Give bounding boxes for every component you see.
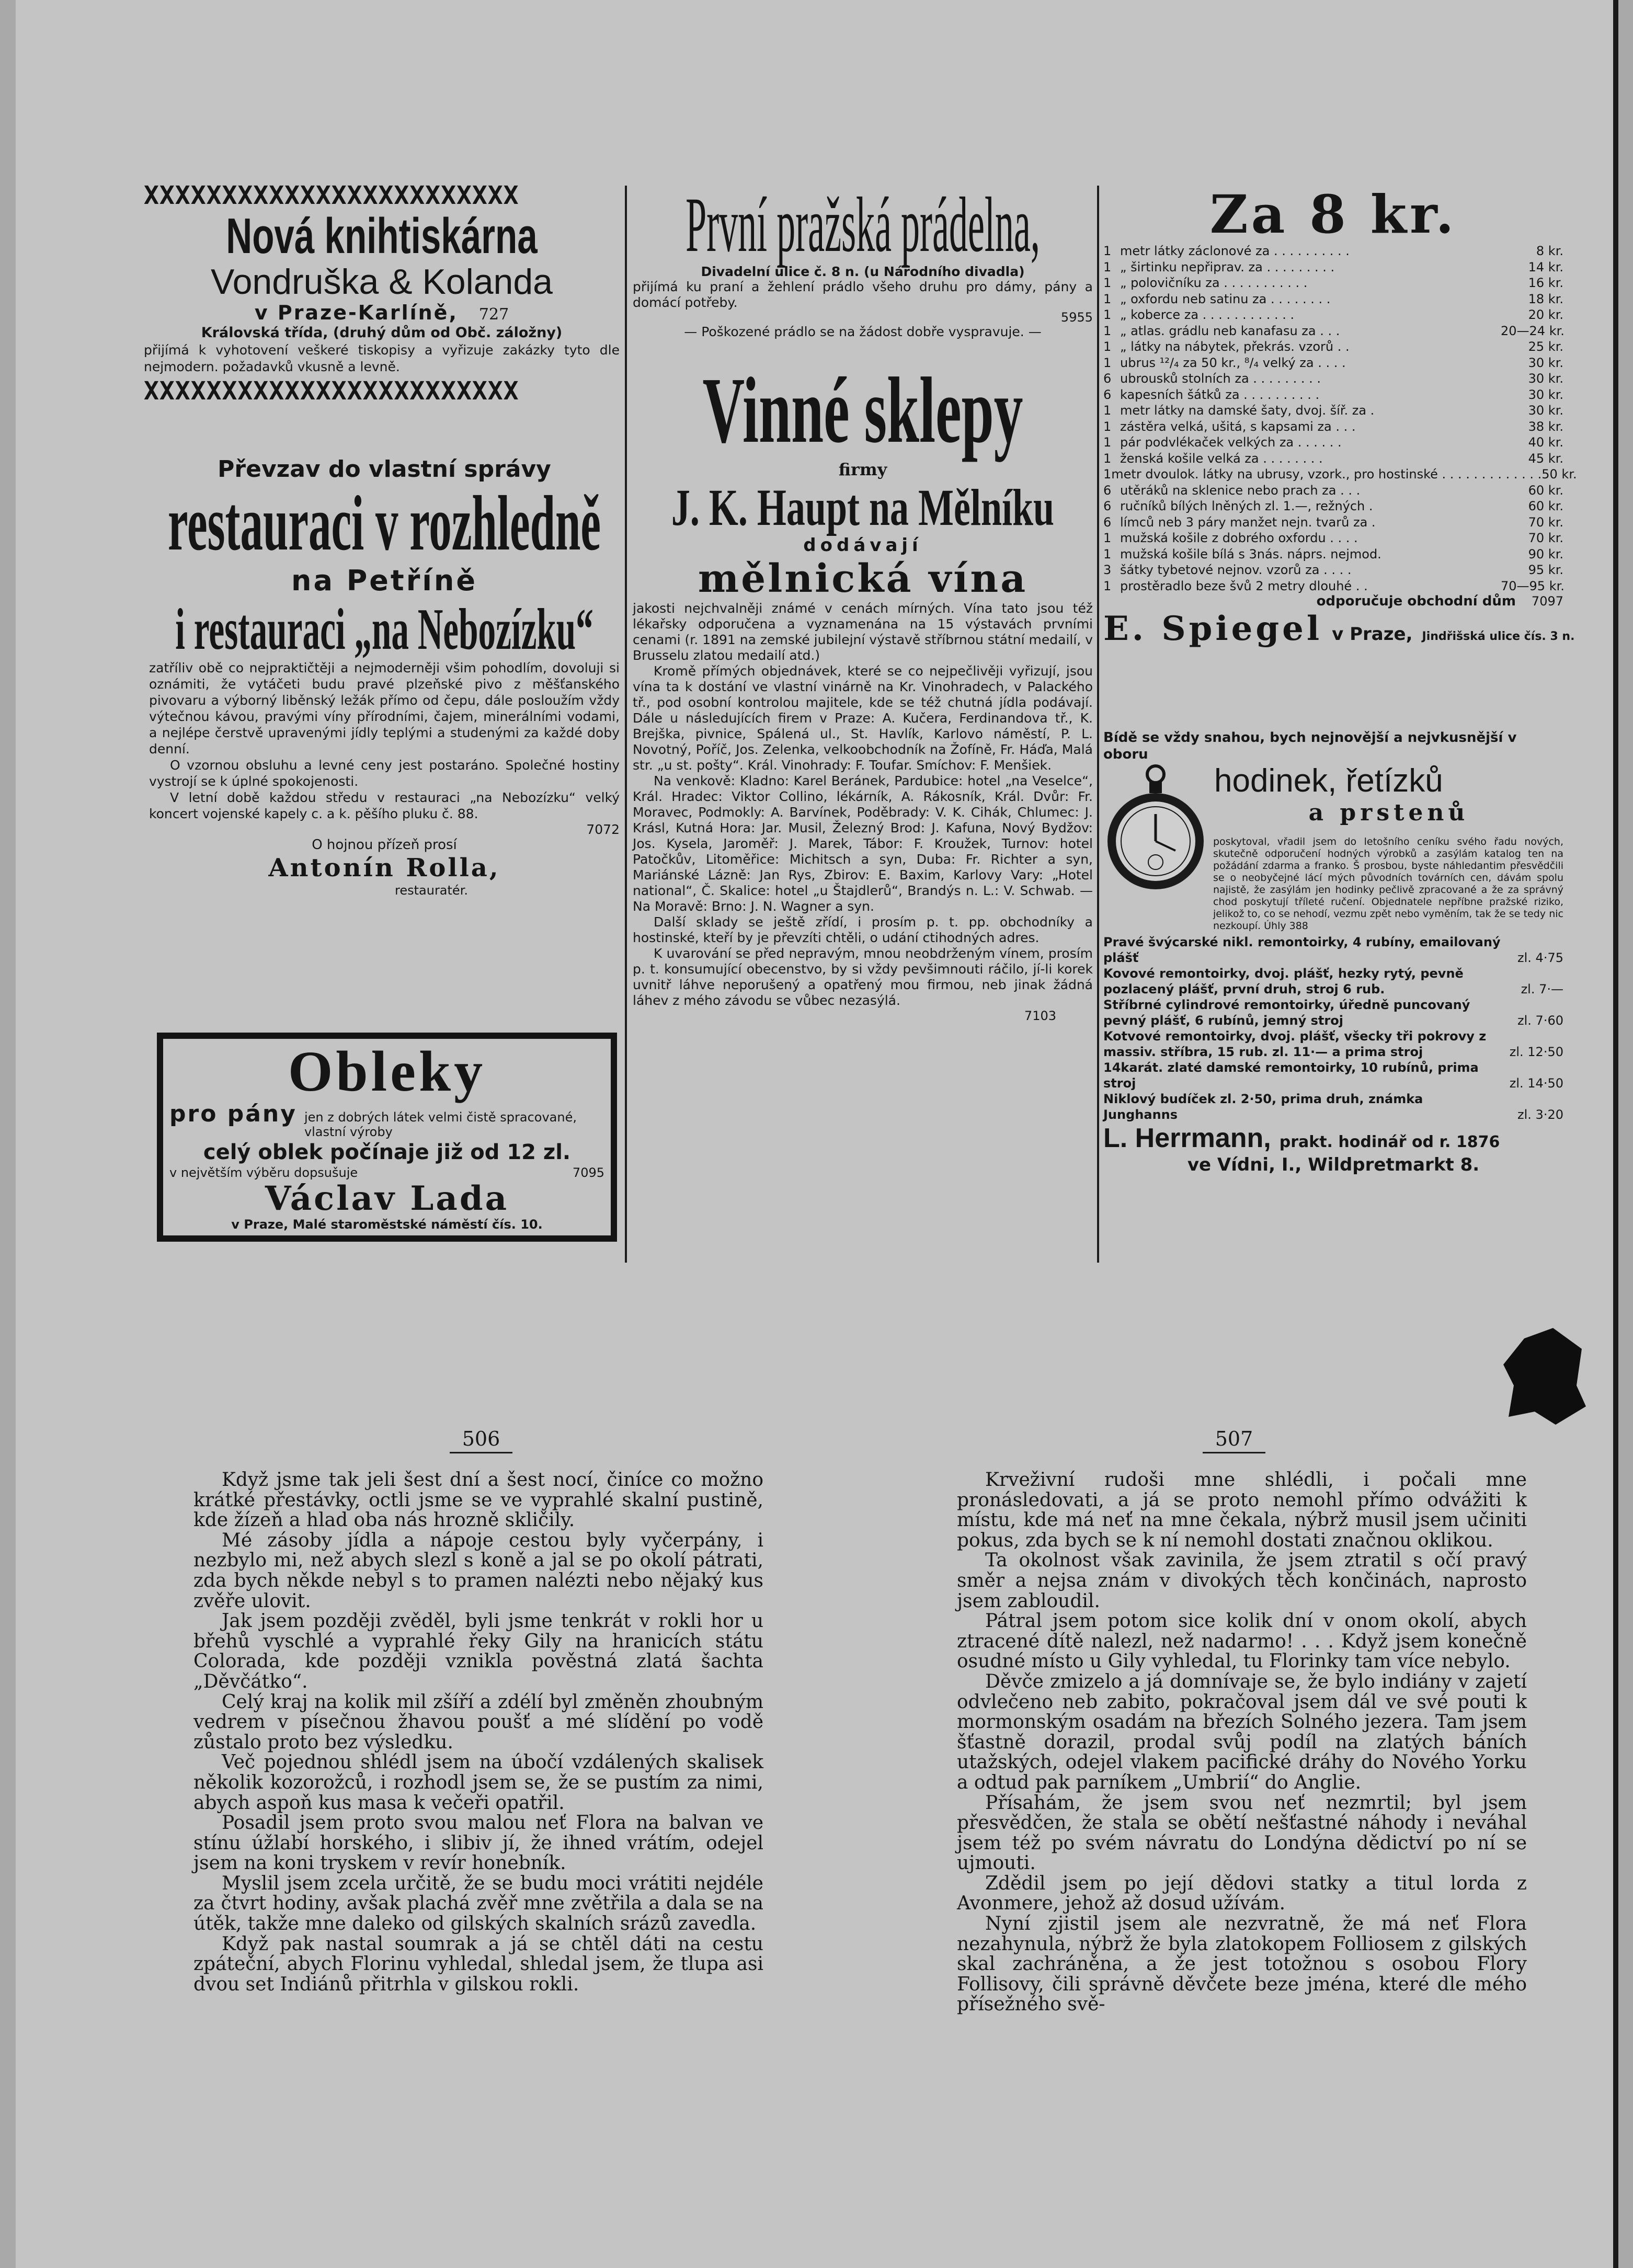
sklepy-deliver: dodávají <box>803 535 922 556</box>
za8-item-qty: 1 <box>1103 307 1112 322</box>
story-paragraph: Když pak nastal soumrak a já se chtěl dáti na cestu zpáteční, abych Florinu vyhledal, shledal jsem, že tlupa asi dvou set Indiánů přitrhla v gilskou rokli. <box>193 1933 763 1995</box>
pradelna-ref: 5955 <box>1060 310 1093 325</box>
herrmann-item-desc: Niklový budíček zl. 2·50, prima druh, známka Junghanns <box>1103 1092 1423 1122</box>
za8-name: E. Spiegel <box>1103 609 1323 648</box>
page-number-left <box>450 1427 512 1453</box>
za8-item <box>1103 578 1563 594</box>
herrmann-item <box>1103 1091 1563 1122</box>
za8-item-price: 90 kr. <box>1528 546 1563 562</box>
story-paragraph: Jak jsem později zvěděl, byli jsme tenkrát v rokli hor u břehů vyschlé a vyprahlé řeky Gily na hranicích státu Colorada, kde později vznikla pověstná zlatá šachta „Děvčátko“. <box>193 1610 763 1692</box>
sklepy-firm-label: firmy <box>838 460 887 479</box>
za8-item-price: 8 kr. <box>1536 244 1563 258</box>
za8-item-price: 25 kr. <box>1528 339 1563 354</box>
za8-item-desc: mužská košile bílá s 3nás. náprs. nejmod. <box>1120 546 1381 562</box>
story-paragraph: Myslil jsem zcela určitě, že se budu moci vrátiti nejdéle za čtvrt hodiny, avšak plachá zvěř mne zvětřila a dala se na útěk, takže mne daleko od gilských skalních srázů zavedla. <box>193 1872 763 1935</box>
obleky-address: v Praze, Malé staroměstské náměstí čís. 10. <box>231 1217 543 1232</box>
za8-item-qty: 1 <box>1103 339 1112 354</box>
za8-item-qty: 1 <box>1103 451 1112 466</box>
herrmann-item-price: zl. 7·— <box>1521 982 1563 996</box>
za8-item-qty: 6 <box>1103 371 1112 386</box>
za8-item-desc: metr dvoulok. látky na ubrusy, vzork., pro hostinské . . . . . . . . . . . . . <box>1111 467 1542 482</box>
za8-title: Za 8 kr. <box>1209 184 1457 245</box>
herrmann-item-desc: Pravé švýcarské nikl. remontoirky, 4 rubíny, emailovaný plášť <box>1103 935 1501 965</box>
herrmann-item-price: zl. 4·75 <box>1517 950 1563 965</box>
za8-item-desc: metr látky záclonové za . . . . . . . . . . <box>1120 244 1350 258</box>
sklepy-text3: Na venkově: Kladno: Karel Beránek, Pardubice: hotel „na Veselce“, Král. Hradec: Viktor Collino, lékárník, A. Rákosník, Král. Dvůr: Fr. Moravec, Podmokly: A. Barvínek, Poděbrady: V. K. Cihák, Chlumec: J. Krásl, Kutná Hora: Jar. Musil, Železný Brod: J. Kafuna, Nový Bydžov: Jos. Kysela, Jaroměř: J. Marek, Tábor: F. Kroužek, Turnov: hotel Patočkův, Litoměřice: Michitsch a syn, Duba: Fr. Richter a syn, Mariánské Lázně: Jan Rys, Zbirov: E. Baxim, Karlovy Vary: „Hotel national“, Č. Skalice: hotel „u Štajdlerů“, Brandýs n. L.: V. Schwab. — Na Moravě: Brno: J. N. Wagner a syn. <box>633 773 1093 914</box>
za8-item-qty: 1 <box>1103 259 1112 274</box>
za8-item-price: 70—95 kr. <box>1501 578 1565 593</box>
za8-item-price: 95 kr. <box>1528 563 1563 577</box>
za8-item-desc: „ atlas. grádlu neb kanafasu za . . . <box>1120 323 1340 338</box>
rolla-text2: O vzornou obsluhu a levné ceny jest postaráno. Společné hostiny vystrojí se k úplné spokojenosti. <box>149 758 620 789</box>
column-rule-2 <box>1097 186 1099 1263</box>
rolla-ref: 7072 <box>586 822 620 837</box>
newspaper-page <box>16 0 1618 2268</box>
obleky-line: v největším výběru dopsušuje <box>169 1165 358 1180</box>
story-paragraph: Zdědil jsem po její dědovi statky a titul lorda z Avonmere, jehož až dosud užívám. <box>957 1872 1527 1915</box>
obleky-sub: pro pány <box>169 1101 297 1127</box>
rolla-intro: Převzav do vlastní správy <box>218 456 551 483</box>
za8-item-price: 30 kr. <box>1528 387 1563 402</box>
za8-item-price: 70 kr. <box>1528 531 1563 545</box>
herrmann-text: poskytoval, vřadil jsem do letošního ceníku svého řadu nových, skutečně odporučení hodných výrobků a zasýlám katalog ten na požádání zdarma a franko. Š prosbou, byste náhledantim přesvědčili se o neobyčejné lácí mých původních továrních cen, dávám spolu najistě, že zasýlám jen hodinky pečlivě zpracované a že za správný chod poskytují tříleté ručení. Objednatele nepříbne pražské riziko, jelikož to, co se nehodí, vezmu zpět nebo vyměním, tak že se tedy nic nezkoupí. Úhly 388 <box>1213 836 1563 932</box>
rolla-text1: zatříliv obě co nejpraktičtěji a nejmoderněji všim pohodlím, dovoluji si oznámiti, že vytáčeti budu pravé plzeňské pivo z měšťanského pivovaru a výborný liběnský ležák přímo od čepu, dále posloužím vždy výtečnou kávou, pravými víny přírodními, čajem, minerálními vodami, a nejlépe čerstvě upravenými jídly teplými a studenými za každé doby denní. <box>149 660 620 757</box>
story-paragraph: Když jsme tak jeli šest dní a šest nocí, činíce co možno krátké přestávky, octli jsme se ve vyprahlé skalní pustině, kde žízeň a hlad oba nás hrozně skličily. <box>193 1469 763 1531</box>
herrmann-title2: a prstenů <box>1308 799 1469 826</box>
rolla-title2: i restauraci „na Nebozízku“ <box>175 597 593 662</box>
za8-item-qty: 1 <box>1103 467 1112 482</box>
story-right-column <box>957 1470 1527 2171</box>
za8-item-desc: utěráků na sklenice nebo prach za . . . <box>1120 483 1361 498</box>
za8-item-qty: 1 <box>1103 355 1112 370</box>
story-paragraph: Celý kraj na kolik mil zšíří a zdélí byl změněn zhoubným vedrem v písečnou žhavou poušť a mé slídění po vodě zůstalo proto bez výsledku. <box>193 1691 763 1753</box>
story-paragraph: Krveživní rudoši mne shlédli, i počali mne pronásledovati, a já se proto nemohl přímo odvážiti k místu, kde má neť na mne čekala, nýbrž musil jsem učiniti pokus, zda bych se k ní nemohl dostati značnou oklikou. <box>957 1469 1527 1551</box>
herrmann-price-list <box>1103 934 1563 1122</box>
za8-item <box>1103 514 1563 531</box>
za8-item <box>1103 434 1563 451</box>
za8-item <box>1103 498 1563 514</box>
ad-pradelna <box>633 181 1093 358</box>
za8-item-desc: kapesních šátků za . . . . . . . . . . <box>1120 387 1320 402</box>
herrmann-item-desc: Kovové remontoirky, dvoj. plášť, hezky rytý, pevně pozlacený plášť, první druh, stroj 6 rub. <box>1103 966 1464 996</box>
story-paragraph: Pátral jsem potom sice kolik dní v onom okolí, abych ztracené dítě nalezl, než nadarmo! . . . Když jsem konečně osudné místo u Gily vyhledal, tu Florinky tam více nebylo. <box>957 1610 1527 1673</box>
ad-vinne-sklepy <box>633 358 1093 1268</box>
herrmann-name: L. Herrmann, <box>1103 1123 1271 1153</box>
za8-item-qty: 6 <box>1103 499 1112 513</box>
za8-item-qty: 1 <box>1103 244 1112 258</box>
herrmann-item-desc: Stříbrné cylindrové remontoirky, úředně puncovaný pevný plášť, 6 rubínů, jemný stroj <box>1103 998 1470 1028</box>
za8-item-desc: šátky tybetové nejnov. vzorů za . . . . <box>1120 563 1352 577</box>
za8-item-price: 16 kr. <box>1528 276 1563 290</box>
herrmann-item-price: zl. 7·60 <box>1517 1013 1563 1028</box>
knihtiskarna-text: přijímá k vyhotovení veškeré tiskopisy a vyřizuje zakázky tyto dle nejmodern. požadavků vkusně a levně. <box>144 342 620 374</box>
za8-item-desc: „ polovičníku za . . . . . . . . . . . <box>1120 276 1308 290</box>
pradelna-address: Divadelní ulice č. 8 n. (u Národního divadla) <box>701 264 1025 279</box>
knihtiskarna-ref: 727 <box>478 305 509 324</box>
herrmann-item-desc: Kotvové remontoirky, dvoj. plášť, všecky tři pokrovy z massiv. stříbra, 15 rub. zl. 11·— a prima stroj <box>1103 1029 1487 1059</box>
pradelna-title: První pražská prádelna, <box>686 181 1040 268</box>
herrmann-item-price: zl. 12·50 <box>1509 1045 1563 1059</box>
za8-item-price: 45 kr. <box>1528 451 1563 466</box>
za8-item-price: 70 kr. <box>1528 514 1563 530</box>
za8-item-qty: 1 <box>1103 291 1112 306</box>
page-number-right-text: 507 <box>1215 1427 1253 1450</box>
story-paragraph: Přísahám, že jsem svou neť nezmrtil; byl jsem přesvědčen, že stala se obětí nešťastné náhody i neváhal jsem též po svém návratu do Londýna dědictví po ní se ujmouti. <box>957 1792 1527 1874</box>
obleky-ref: 7095 <box>572 1165 604 1180</box>
pradelna-text: přijímá ku praní a žehlení prádlo všeho druhu pro dámy, pány a domácí potřeby. <box>633 279 1093 310</box>
za8-item-price: 40 kr. <box>1528 435 1563 450</box>
pocket-watch-icon <box>1103 763 1208 894</box>
story-left-column <box>193 1470 763 2171</box>
za8-item <box>1103 323 1563 339</box>
za8-item-price: 30 kr. <box>1528 355 1563 370</box>
ad-za-8-kr <box>1103 184 1577 732</box>
za8-item <box>1103 403 1563 419</box>
za8-item <box>1103 339 1563 355</box>
za8-item-desc: zástěra velká, ušitá, s kapsami za . . . <box>1120 419 1356 434</box>
obleky-title: Obleky <box>288 1039 486 1103</box>
za8-item-price: 50 kr. <box>1541 467 1577 482</box>
za8-item-qty: 1 <box>1103 403 1112 418</box>
herrmann-role: prakt. hodinář od r. 1876 <box>1279 1133 1500 1151</box>
za8-item-qty: 6 <box>1103 483 1112 498</box>
za8-item <box>1103 546 1563 563</box>
herrmann-item <box>1103 966 1563 997</box>
herrmann-item-price: zl. 14·50 <box>1509 1076 1563 1091</box>
sklepy-product: mělnická vína <box>698 556 1028 601</box>
za8-item-desc: „ látky na nábytek, překrás. vzorů . . <box>1120 339 1350 354</box>
ad-knihtiskarna <box>144 183 620 450</box>
story-paragraph: Nyní zjistil jsem ale nezvratně, že má neť Flora nezahynula, nýbrž že byla zlatokopem Folliosem z gilských skal zachráněna, a že jest totožnou s osobou Flory Follisovy, čili správně děvčete beze jména, které dle mého přísežného svě- <box>957 1913 1527 2015</box>
knihtiskarna-address: Královská třída, (druhý dům od Obč. záložny) <box>201 325 563 341</box>
page-number-right <box>1203 1427 1265 1453</box>
story-paragraph: Posadil jsem proto svou malou neť Flora na balvan ve stínu úžlabí horského, i slibiv jí, že ihned vrátím, odejel jsem na koni tryskem v revír honebník. <box>193 1812 763 1874</box>
za8-item <box>1103 243 1563 259</box>
sklepy-text1: jakosti nejchvalněji známé v cenách mírných. Vína tato jsou též lékařsky odporučena a vyznamenána na 15 výstavách prvními cenami (r. 1891 na zemské jubilejní výstavě stříbrnou státní medailí, v Brusselu zlatou medailí atd.) <box>633 601 1093 663</box>
za8-item-qty: 6 <box>1103 514 1112 530</box>
za8-item-qty: 1 <box>1103 546 1112 562</box>
za8-ref: 7097 <box>1531 594 1563 609</box>
za8-item-desc: „ širtinku nepřiprav. za . . . . . . . . . <box>1120 259 1335 274</box>
story-paragraph: Mé zásoby jídla a nápoje cestou byly vyčerpány, i nezbylo mi, než abych slezl s koně a jal se po okolí pátrati, zda bych někde nebyl s to pramen nalézti nebo nějaký kus zvěře ulovit. <box>193 1529 763 1612</box>
ink-damage <box>1503 1328 1587 1427</box>
za8-item-desc: metr látky na damské šaty, dvoj. šíř. za . <box>1120 403 1375 418</box>
za8-item-price: 20—24 kr. <box>1501 323 1565 338</box>
za8-item <box>1103 275 1563 291</box>
za8-item-price: 60 kr. <box>1528 483 1563 498</box>
sklepy-text2: Kromě přímých objednávek, které se co nejpečlivěji vyřizují, jsou vína ta k dostání ve vlastní vinárně na Kr. Vinohradech, v Palackého tř., pod osobní kontrolou majitele, kde se též chutná jídla podávají. Dále u následujících firem v Praze: A. Kučera, Ferdinandova tř., K. Brejška, pivnice, Spálená ul., St. Havlík, Karlovo náměstí, P. L. Novotný, Poříč, Jos. Zelenka, velkoobchodník na Žofíně, Fr. Háďa, Malá str. „u st. pošty“. Král. Vinohrady: F. Toufar. Smíchov: F. Menšiek. <box>633 663 1093 773</box>
rolla-role: restauratér. <box>395 883 468 898</box>
za8-item <box>1103 530 1563 546</box>
herrmann-intro: Bídě se vždy snahou, bych nejnovější a nejvkusnější v oboru <box>1103 730 1517 762</box>
sklepy-title: Vinné sklepy <box>702 358 1023 462</box>
herrmann-title: hodinek, řetízků <box>1214 763 1443 799</box>
za8-item-desc: „ oxfordu neb satinu za . . . . . . . . <box>1120 291 1331 306</box>
za8-item-qty: 3 <box>1103 563 1112 577</box>
za8-item <box>1103 387 1563 403</box>
ad-herrmann <box>1103 729 1563 1268</box>
rolla-name: Antonín Rolla, <box>268 853 500 883</box>
herrmann-address: ve Vídni, I., Wildpretmarkt 8. <box>1187 1154 1480 1175</box>
ad-obleky <box>157 1033 617 1242</box>
za8-item-desc: ženská košile velká za . . . . . . . . <box>1120 451 1323 466</box>
za8-item-price: 18 kr. <box>1528 291 1563 306</box>
herrmann-item <box>1103 1028 1563 1060</box>
za8-item-desc: ubrus ¹²/₄ za 50 kr., ⁸/₄ velký za . . . . <box>1120 355 1346 370</box>
sklepy-name: J. K. Haupt na Mělníku <box>671 478 1055 536</box>
pradelna-note: — Poškozené prádlo se na žádost dobře vyspravuje. — <box>684 324 1042 339</box>
herrmann-item <box>1103 997 1563 1028</box>
rolla-text3: V letní době každou středu v restauraci „na Nebozízku“ velký koncert vojenské kapely c. a k. pěšího pluku č. 88. <box>149 790 620 821</box>
story-paragraph: Ta okolnost však zavinila, že jsem ztratil s očí pravý směr a nejsa znám v divokých těch končinách, naprosto jsem zabloudil. <box>957 1550 1527 1612</box>
herrmann-item <box>1103 934 1563 966</box>
za8-item-desc: ubrousků stolních za . . . . . . . . . <box>1120 371 1321 386</box>
za8-item-desc: ručníků bílých lněných zl. 1.—, režných . <box>1120 499 1373 513</box>
herrmann-item-price: zl. 3·20 <box>1517 1107 1563 1122</box>
za8-item-price: 30 kr. <box>1528 403 1563 418</box>
za8-price-list <box>1103 243 1577 594</box>
herrmann-item-desc: 14karát. zlaté damské remontoirky, 10 rubínů, prima stroj <box>1103 1060 1479 1091</box>
za8-item <box>1103 451 1563 467</box>
za8-item-desc: „ koberce za . . . . . . . . . . . . <box>1120 307 1295 322</box>
rolla-greet: O hojnou přízeň prosí <box>312 837 457 853</box>
za8-place: v Praze, <box>1332 624 1413 645</box>
za8-item <box>1103 562 1563 578</box>
obleky-name: Václav Lada <box>265 1179 509 1218</box>
sklepy-text5: K uvarování se před nepravým, mnou neobdrženým vínem, prosím p. t. konsumující obecenstvo, by si vždy pevšimnouti ráčilo, jí-li korek uvnitř láhve neporušený a opatřený mou firmou, neb jinak žádná láhev z mého závodu se vůbec nezasýlá. <box>633 946 1093 1008</box>
za8-item <box>1103 371 1563 387</box>
za8-item <box>1103 355 1563 371</box>
rolla-on: na Petříně <box>291 564 477 597</box>
za8-item-price: 14 kr. <box>1528 259 1563 274</box>
rolla-title1: restauraci v rozhledně <box>167 480 601 567</box>
za8-item-qty: 1 <box>1103 531 1112 545</box>
za8-item-qty: 1 <box>1103 435 1112 450</box>
za8-item-price: 20 kr. <box>1528 307 1563 322</box>
obleky-text: jen z dobrých látek velmi čistě spracované, vlastní výroby <box>304 1110 577 1139</box>
za8-item-price: 30 kr. <box>1528 371 1563 386</box>
za8-item-qty: 6 <box>1103 387 1112 402</box>
za8-item-qty: 1 <box>1103 276 1112 290</box>
story-paragraph: Děvče zmizelo a já domnívaje se, že bylo indiány v zajetí odvlečeno neb zabito, pokračoval jsem dál ve své pouti k mormonským osadám na březích Solného jezera. Tam jsem šťastně dorazil, prodal svůj podíl na zlatých báních utažských, odejel vlakem pacifické dráhy do Nového Yorku a odtud pak parníkem „Umbrií“ do Anglie. <box>957 1670 1527 1793</box>
story-paragraph: Več pojednou shlédl jsem na úbočí vzdálených skalisek několik kozorožců, i rozhodl jsem se, že se pustím za nimi, abych aspoň kus masa k večeři opatřil. <box>193 1751 763 1814</box>
za8-item-price: 60 kr. <box>1528 499 1563 513</box>
ad-rolla <box>149 455 620 1025</box>
za8-item-qty: 1 <box>1103 578 1112 593</box>
ornament-border-bottom: XXXXXXXXXXXXXXXXXXXXXXXX <box>144 376 519 406</box>
za8-item-qty: 1 <box>1103 419 1112 434</box>
za8-item-price: 38 kr. <box>1528 419 1563 434</box>
herrmann-item <box>1103 1060 1563 1091</box>
za8-item-desc: límců neb 3 páry manžet nejn. tvarů za . <box>1120 514 1376 530</box>
za8-item-desc: pár podvlékaček velkých za . . . . . . <box>1120 435 1342 450</box>
za8-item <box>1103 419 1563 435</box>
sklepy-text4: Další sklady se ještě zřídí, i prosím p. t. pp. obchodníky a hostinské, kteří by je převzíti chtěli, o udání ctihodných adres. <box>633 914 1093 945</box>
knihtiskarna-firm: Vondruška & Kolanda <box>210 262 553 302</box>
sklepy-ref: 7103 <box>1024 1009 1056 1023</box>
za8-item-desc: mužská košile z dobrého oxfordu . . . . <box>1120 531 1358 545</box>
obleky-price: celý oblek počínaje již od 12 zl. <box>203 1140 571 1164</box>
za8-item-qty: 1 <box>1103 323 1112 338</box>
za8-item <box>1103 466 1577 483</box>
ornament-border-top: XXXXXXXXXXXXXXXXXXXXXXXX <box>144 181 519 210</box>
knihtiskarna-place: v Praze-Karlíně, <box>254 301 458 324</box>
za8-address: Jindřišská ulice čís. 3 n. <box>1422 630 1575 643</box>
page-number-left-text: 506 <box>462 1427 500 1450</box>
za8-item <box>1103 307 1563 323</box>
za8-recommend: odporučuje obchodní dům <box>1316 593 1516 609</box>
za8-item-desc: prostěradlo beze švů 2 metry dlouhé . . <box>1120 578 1368 593</box>
za8-item <box>1103 291 1563 307</box>
za8-item <box>1103 259 1563 276</box>
knihtiskarna-title: Nová knihtiskárna <box>226 208 538 264</box>
za8-item <box>1103 483 1563 499</box>
column-rule-1 <box>625 186 627 1263</box>
